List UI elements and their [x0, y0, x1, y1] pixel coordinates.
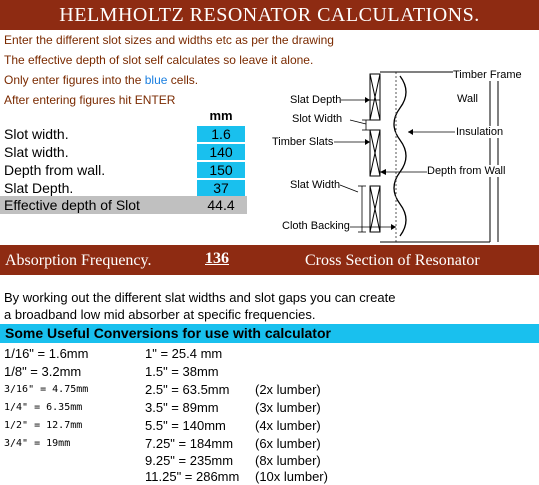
depth-from-wall-diagram-label: Depth from Wall	[427, 165, 506, 177]
conv-left-3: 3/16" = 4.75mm	[4, 384, 89, 395]
cross-section-label: Cross Section of Resonator	[305, 252, 480, 269]
conv-mid-8: 11.25" = 286mm	[145, 469, 240, 484]
instruction-prefix: Only enter figures into the	[4, 73, 145, 87]
slot-width-input[interactable]: 1.6	[197, 126, 245, 142]
unit-header: mm	[209, 108, 233, 123]
conv-right-8: (10x lumber)	[255, 469, 328, 484]
slat-depth-label: Slat Depth.	[4, 180, 74, 196]
depth-from-wall-label: Depth from wall.	[4, 162, 106, 178]
conv-mid-3: 2.5" = 63.5mm	[145, 382, 230, 397]
instruction-line-4: After entering figures hit ENTER	[4, 93, 176, 107]
conv-right-6: (6x lumber)	[255, 436, 321, 451]
conv-left-2: 1/8" = 3.2mm	[4, 364, 82, 379]
effective-depth-value: 44.4	[207, 197, 235, 213]
depth-from-wall-input[interactable]: 150	[197, 162, 245, 178]
page-title: HELMHOLTZ RESONATOR CALCULATIONS.	[59, 4, 480, 26]
instruction-line-3	[4, 73, 198, 87]
timber-slats-label: Timber Slats	[272, 136, 334, 148]
slat-width-input[interactable]: 140	[197, 144, 245, 160]
instruction-line-2: The effective depth of slot self calculates so leave it alone.	[4, 53, 314, 67]
timber-slats	[370, 74, 380, 232]
slat-width-label: Slat width.	[4, 144, 69, 160]
conv-right-4: (3x lumber)	[255, 400, 321, 415]
paragraph-line-1: By working out the different slat widths and slot gaps you can create	[4, 290, 396, 305]
conv-right-3: (2x lumber)	[255, 382, 321, 397]
slot-width-diagram-label: Slot Width	[292, 113, 343, 125]
absorption-frequency-value: 136	[205, 250, 229, 267]
conv-right-5: (4x lumber)	[255, 418, 321, 433]
conv-left-4: 1/4" = 6.35mm	[4, 402, 83, 413]
instruction-blue-word: blue	[144, 73, 168, 87]
conv-mid-1: 1" = 25.4 mm	[145, 346, 223, 361]
wall-label: Wall	[457, 93, 478, 105]
resonator-diagram	[270, 64, 539, 244]
slat-width-diagram-label: Slat Width	[290, 179, 341, 191]
paragraph-line-2: a broadband low mid absorber at specific frequencies.	[4, 307, 316, 322]
conv-mid-5: 5.5" = 140mm	[145, 418, 226, 433]
conv-left-1: 1/16" = 1.6mm	[4, 346, 89, 361]
conv-mid-7: 9.25" = 235mm	[145, 453, 234, 468]
cloth-backing-label: Cloth Backing	[282, 220, 350, 232]
instruction-line-1: Enter the different slot sizes and widths etc as per the drawing	[4, 33, 334, 47]
slat-depth-input[interactable]: 37	[197, 180, 245, 196]
conv-right-7: (8x lumber)	[255, 453, 321, 468]
conv-mid-6: 7.25" = 184mm	[145, 436, 234, 451]
conv-mid-4: 3.5" = 89mm	[145, 400, 219, 415]
conversions-title: Some Useful Conversions for use with calculator	[5, 325, 331, 341]
slat-depth-diagram-label: Slat Depth	[290, 94, 342, 106]
conv-mid-2: 1.5" = 38mm	[145, 364, 219, 379]
insulation-label: Insulation	[456, 126, 504, 138]
conv-left-6: 3/4" = 19mm	[4, 438, 71, 449]
instruction-suffix: cells.	[167, 73, 199, 87]
absorption-frequency-label: Absorption Frequency.	[5, 252, 152, 269]
timber-frame-label: Timber Frame	[453, 69, 522, 81]
conv-left-5: 1/2" = 12.7mm	[4, 420, 83, 431]
effective-depth-label: Effective depth of Slot	[4, 197, 140, 213]
slot-width-label: Slot width.	[4, 126, 69, 142]
